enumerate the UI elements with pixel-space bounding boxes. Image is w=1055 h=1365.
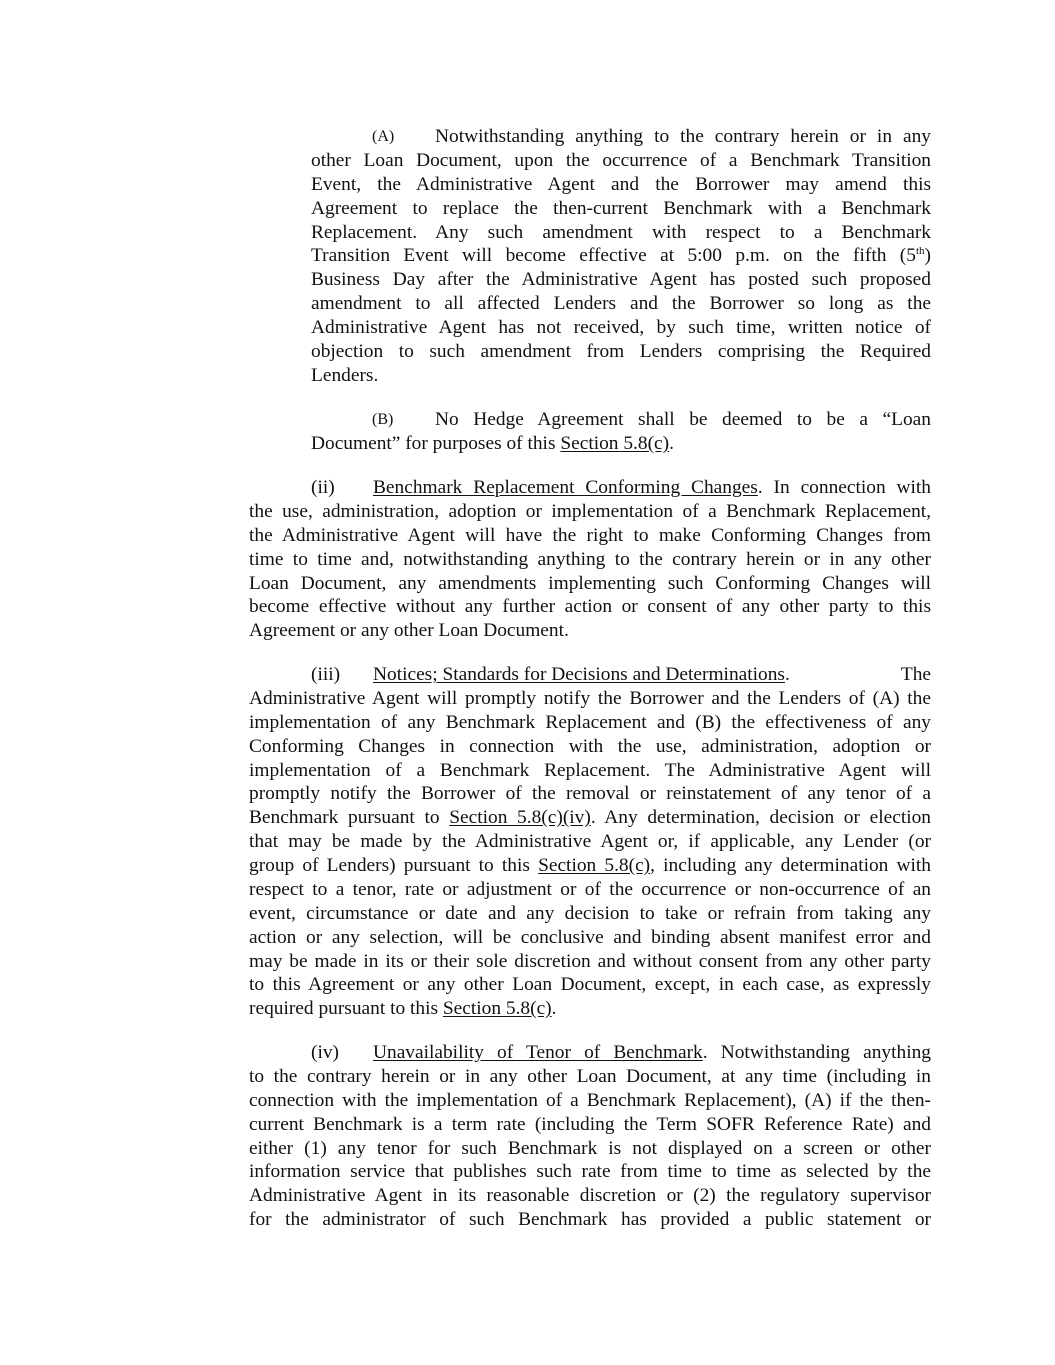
paragraph-iv-line: Administrative Agent in its reasonable discretion or (2) the regulatory supervisor	[249, 1185, 931, 1206]
paragraph-iii-line-section-ref: group of Lenders) pursuant to this Section 5.8(c), including any determination with	[249, 855, 931, 876]
paragraph-iv-line: for the administrator of such Benchmark has provided a public statement or	[249, 1209, 931, 1230]
paragraph-a-line-fifth: Transition Event will become effective at 5:00 p.m. on the fifth (5th)	[311, 245, 931, 266]
paragraph-iii-line-section-ref: Benchmark pursuant to Section 5.8(c)(iv). Any determination, decision or election	[249, 807, 931, 828]
paragraph-ii-heading: Benchmark Replacement Conforming Changes	[373, 477, 758, 498]
paragraph-a-line: objection to such amendment from Lenders comprising the Required	[311, 341, 931, 362]
paragraph-iii-last-line: required pursuant to this Section 5.8(c).	[249, 998, 557, 1019]
paragraph-iii-line: implementation of a Benchmark Replacement. The Administrative Agent will	[249, 760, 931, 781]
paragraph-iii-first-line: Notices; Standards for Decisions and Determinations.	[373, 664, 790, 685]
paragraph-iv-marker: (iv)	[311, 1042, 339, 1063]
paragraph-b-marker: (B)	[372, 411, 394, 428]
paragraph-ii-marker: (ii)	[311, 477, 335, 498]
paragraph-a-line: other Loan Document, upon the occurrence of a Benchmark Transition	[311, 150, 931, 171]
paragraph-b-first-line: No Hedge Agreement shall be deemed to be a “Loan	[435, 409, 931, 430]
paragraph-a-line: amendment to all affected Lenders and the Borrower so long as the	[311, 293, 931, 314]
paragraph-a-line: Agreement to replace the then-current Benchmark with a Benchmark	[311, 198, 931, 219]
paragraph-a-last-line: Lenders.	[311, 365, 379, 386]
paragraph-iii-line: action or any selection, will be conclusive and binding absent manifest error and	[249, 927, 931, 948]
paragraph-iv-line: either (1) any tenor for such Benchmark is not displayed on a screen or other	[249, 1138, 931, 1159]
paragraph-iii-line: event, circumstance or date and any decision to take or refrain from taking any	[249, 903, 931, 924]
paragraph-ii-first-line: Benchmark Replacement Conforming Changes. In connection with	[373, 477, 931, 498]
paragraph-ii-line: time to time and, notwithstanding anything to the contrary herein or in any other	[249, 549, 931, 570]
paragraph-iv-line: current Benchmark is a term rate (including the Term SOFR Reference Rate) and	[249, 1114, 931, 1135]
paragraph-iii-line: promptly notify the Borrower of the removal or reinstatement of any tenor of a	[249, 783, 931, 804]
paragraph-iii-line: respect to a tenor, rate or adjustment or of the occurrence or non-occurrence of an	[249, 879, 931, 900]
section-5-8-c-link[interactable]: Section 5.8(c)	[538, 855, 651, 876]
paragraph-ii-line: Loan Document, any amendments implementing such Conforming Changes will	[249, 573, 931, 594]
paragraph-iv-line: connection with the implementation of a Benchmark Replacement), (A) if the then-	[249, 1090, 931, 1111]
paragraph-iii-line: Conforming Changes in connection with the use, administration, adoption or	[249, 736, 931, 757]
section-5-8-c-link[interactable]: Section 5.8(c)	[560, 433, 670, 454]
paragraph-iv-line: information service that publishes such rate from time to time as selected by the	[249, 1161, 931, 1182]
paragraph-a-first-line: Notwithstanding anything to the contrary herein or in any	[435, 126, 931, 147]
paragraph-iii-line: Administrative Agent will promptly notify the Borrower and the Lenders of (A) the	[249, 688, 931, 709]
paragraph-iii-line: may be made in its or their sole discretion and without consent from any other party	[249, 951, 931, 972]
paragraph-a-line: Event, the Administrative Agent and the Borrower may amend this	[311, 174, 931, 195]
paragraph-iv-line: to the contrary herein or in any other Loan Document, at any time (including in	[249, 1066, 931, 1087]
paragraph-a-line: Administrative Agent has not received, by such time, written notice of	[311, 317, 931, 338]
paragraph-a-marker: (A)	[372, 128, 395, 145]
paragraph-iii-first-tail: The	[900, 664, 931, 685]
paragraph-b-last-line: Document” for purposes of this Section 5.8(c).	[311, 433, 674, 454]
paragraph-a-line: Replacement. Any such amendment with respect to a Benchmark	[311, 222, 931, 243]
paragraph-ii-last-line: Agreement or any other Loan Document.	[249, 620, 569, 641]
paragraph-iii-heading: Notices; Standards for Decisions and Determinations	[373, 664, 785, 685]
paragraph-iv-heading: Unavailability of Tenor of Benchmark	[373, 1042, 703, 1063]
section-5-8-c-iv-link[interactable]: Section 5.8(c)(iv)	[449, 807, 591, 828]
paragraph-iii-line: implementation of any Benchmark Replacement and (B) the effectiveness of any	[249, 712, 931, 733]
paragraph-ii-line: the Administrative Agent will have the right to make Conforming Changes from	[249, 525, 931, 546]
paragraph-iii-line: to this Agreement or any other Loan Document, except, in each case, as expressly	[249, 974, 931, 995]
paragraph-ii-line: become effective without any further action or consent of any other party to this	[249, 596, 931, 617]
section-5-8-c-link[interactable]: Section 5.8(c)	[442, 998, 552, 1019]
paragraph-iii-marker: (iii)	[311, 664, 341, 685]
paragraph-iii-line: that may be made by the Administrative Agent or, if applicable, any Lender (or	[249, 831, 931, 852]
paragraph-iv-first-line: Unavailability of Tenor of Benchmark. Notwithstanding anything	[373, 1042, 931, 1063]
paragraph-a-line: Business Day after the Administrative Agent has posted such proposed	[311, 269, 931, 290]
paragraph-ii-line: the use, administration, adoption or implementation of a Benchmark Replacement,	[249, 501, 931, 522]
